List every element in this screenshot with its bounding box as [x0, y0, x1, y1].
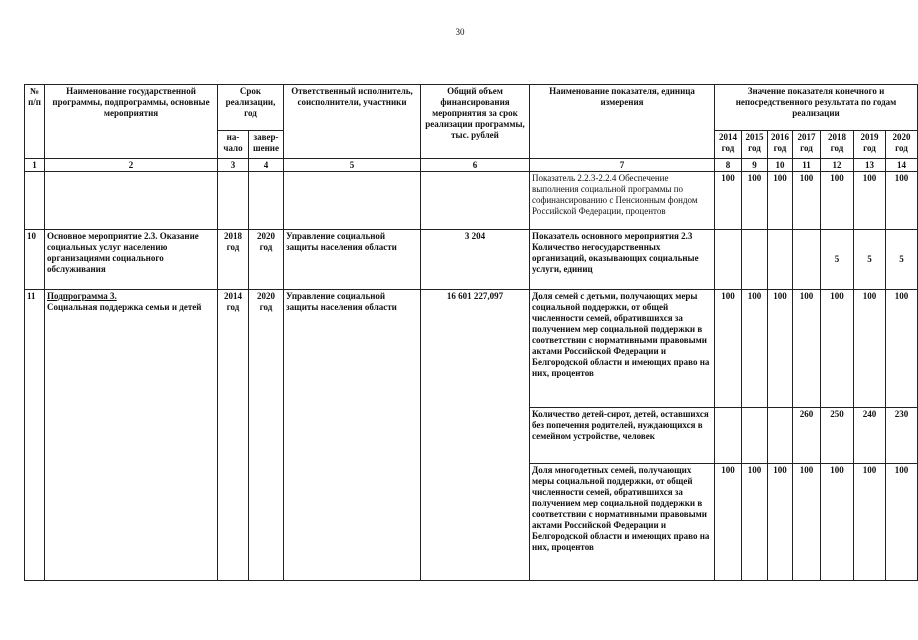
indicator-value	[715, 408, 742, 464]
column-number: 9	[742, 159, 768, 172]
indicator-text: Доля семей с детьми, получающих меры социальной поддержки, от общей численности семей, обратившихся за получением мер социальной поддержки в соответствии с нормативными правовыми актами Российской Федерации и Белгородской области и имеющих право на них, процентов	[530, 290, 715, 408]
row-name	[45, 290, 218, 581]
page-number: 30	[455, 27, 465, 37]
program-table	[24, 84, 918, 581]
indicator-value	[768, 408, 793, 464]
column-number: 8	[715, 159, 742, 172]
column-number: 2	[45, 159, 218, 172]
header-year: 2020 год	[886, 131, 918, 159]
table-row	[25, 230, 918, 290]
indicator-value: 100	[821, 464, 854, 581]
indicator-value: 100	[742, 464, 768, 581]
row-no: 11	[25, 290, 45, 581]
indicator-value: 100	[886, 464, 918, 581]
indicator-value: 100	[742, 172, 768, 230]
row-end: 2020 год	[249, 230, 284, 290]
indicator-text: Доля многодетных семей, получающих меры социальной поддержки, от общей численности семей, обратившихся за получением мер социальной поддержки в соответствии с нормативными правовыми актами Российской Федерации и Белгородской области и имеющих право на них, процентов	[530, 464, 715, 581]
header-executor: Ответственный исполнитель, соисполнители, участники	[284, 85, 421, 159]
row-funding: 3 204	[421, 230, 530, 290]
header-year: 2019 год	[854, 131, 886, 159]
indicator-value: 100	[715, 290, 742, 408]
header-start: на-чало	[218, 131, 249, 159]
column-number: 14	[886, 159, 918, 172]
indicator-value: 240	[854, 408, 886, 464]
indicator-value: 100	[854, 464, 886, 581]
indicator-value: 100	[793, 464, 821, 581]
header-end: завер-шение	[249, 131, 284, 159]
row-end	[249, 172, 284, 230]
indicator-value	[715, 230, 742, 290]
column-number: 6	[421, 159, 530, 172]
header-values: Значение показателя конечного и непосредственного результата по годам реализации	[715, 85, 918, 131]
column-number-row	[25, 159, 918, 172]
row-executor: Управление социальной защиты населения области	[284, 230, 421, 290]
column-number: 11	[793, 159, 821, 172]
indicator-value: 260	[793, 408, 821, 464]
header-indicator: Наименование показателя, единица измерения	[530, 85, 715, 159]
indicator-value: 100	[768, 172, 793, 230]
row-start: 2018 год	[218, 230, 249, 290]
indicator-value: 100	[886, 290, 918, 408]
header-funding: Общий объем финансирования мероприятия за срок реализации программы, тыс. рублей	[421, 85, 530, 159]
indicator-value: 230	[886, 408, 918, 464]
table-row	[25, 290, 918, 408]
row-name	[45, 172, 218, 230]
column-number: 4	[249, 159, 284, 172]
column-number: 7	[530, 159, 715, 172]
indicator-value: 100	[886, 172, 918, 230]
indicator-text: Показатель основного мероприятия 2.3 Количество негосударственных организаций, оказывающих социальные услуги, единиц	[530, 230, 715, 290]
subprogram-name: Социальная поддержка семьи и детей	[47, 302, 202, 312]
indicator-value: 100	[793, 290, 821, 408]
header-row-top	[25, 85, 918, 131]
indicator-value	[742, 230, 768, 290]
indicator-value: 100	[768, 290, 793, 408]
column-number: 10	[768, 159, 793, 172]
table-row	[25, 172, 918, 230]
header-year: 2015 год	[742, 131, 768, 159]
row-funding	[421, 172, 530, 230]
indicator-value	[768, 230, 793, 290]
header-name: Наименование государственной программы, подпрограммы, основные мероприятия	[45, 85, 218, 159]
row-funding: 16 601 227,097	[421, 290, 530, 581]
indicator-value: 100	[768, 464, 793, 581]
row-start	[218, 172, 249, 230]
indicator-value	[793, 230, 821, 290]
row-no	[25, 172, 45, 230]
indicator-text: Показатель 2.2.3-2.2.4 Обеспечение выполнения социальной программы по софинансированию с Пенсионным фондом Российской Федерации, процентов	[530, 172, 715, 230]
column-number: 5	[284, 159, 421, 172]
indicator-value: 100	[854, 290, 886, 408]
subprogram-title: Подпрограмма 3.	[47, 291, 117, 301]
indicator-text: Количество детей-сирот, детей, оставшихся без попечения родителей, нуждающихся в семейном устройстве, человек	[530, 408, 715, 464]
header-year: 2014 год	[715, 131, 742, 159]
indicator-value: 5	[854, 230, 886, 290]
indicator-value: 100	[821, 290, 854, 408]
header-year: 2016 год	[768, 131, 793, 159]
indicator-value: 100	[821, 172, 854, 230]
row-no: 10	[25, 230, 45, 290]
indicator-value: 100	[715, 172, 742, 230]
indicator-value: 100	[715, 464, 742, 581]
column-number: 1	[25, 159, 45, 172]
row-name: Основное мероприятие 2.3. Оказание социальных услуг населению организациями социального обслуживания	[45, 230, 218, 290]
row-executor	[284, 172, 421, 230]
indicator-value: 100	[854, 172, 886, 230]
row-end: 2020 год	[249, 290, 284, 581]
column-number: 3	[218, 159, 249, 172]
header-year: 2018 год	[821, 131, 854, 159]
header-year: 2017 год	[793, 131, 821, 159]
column-number: 13	[854, 159, 886, 172]
indicator-value: 5	[821, 230, 854, 290]
indicator-value: 100	[742, 290, 768, 408]
row-executor: Управление социальной защиты населения области	[284, 290, 421, 581]
indicator-value: 5	[886, 230, 918, 290]
header-term: Срок реализации, год	[218, 85, 284, 131]
indicator-value: 100	[793, 172, 821, 230]
column-number: 12	[821, 159, 854, 172]
indicator-value: 250	[821, 408, 854, 464]
indicator-value	[742, 408, 768, 464]
row-start: 2014 год	[218, 290, 249, 581]
header-no: № п/п	[25, 85, 45, 159]
